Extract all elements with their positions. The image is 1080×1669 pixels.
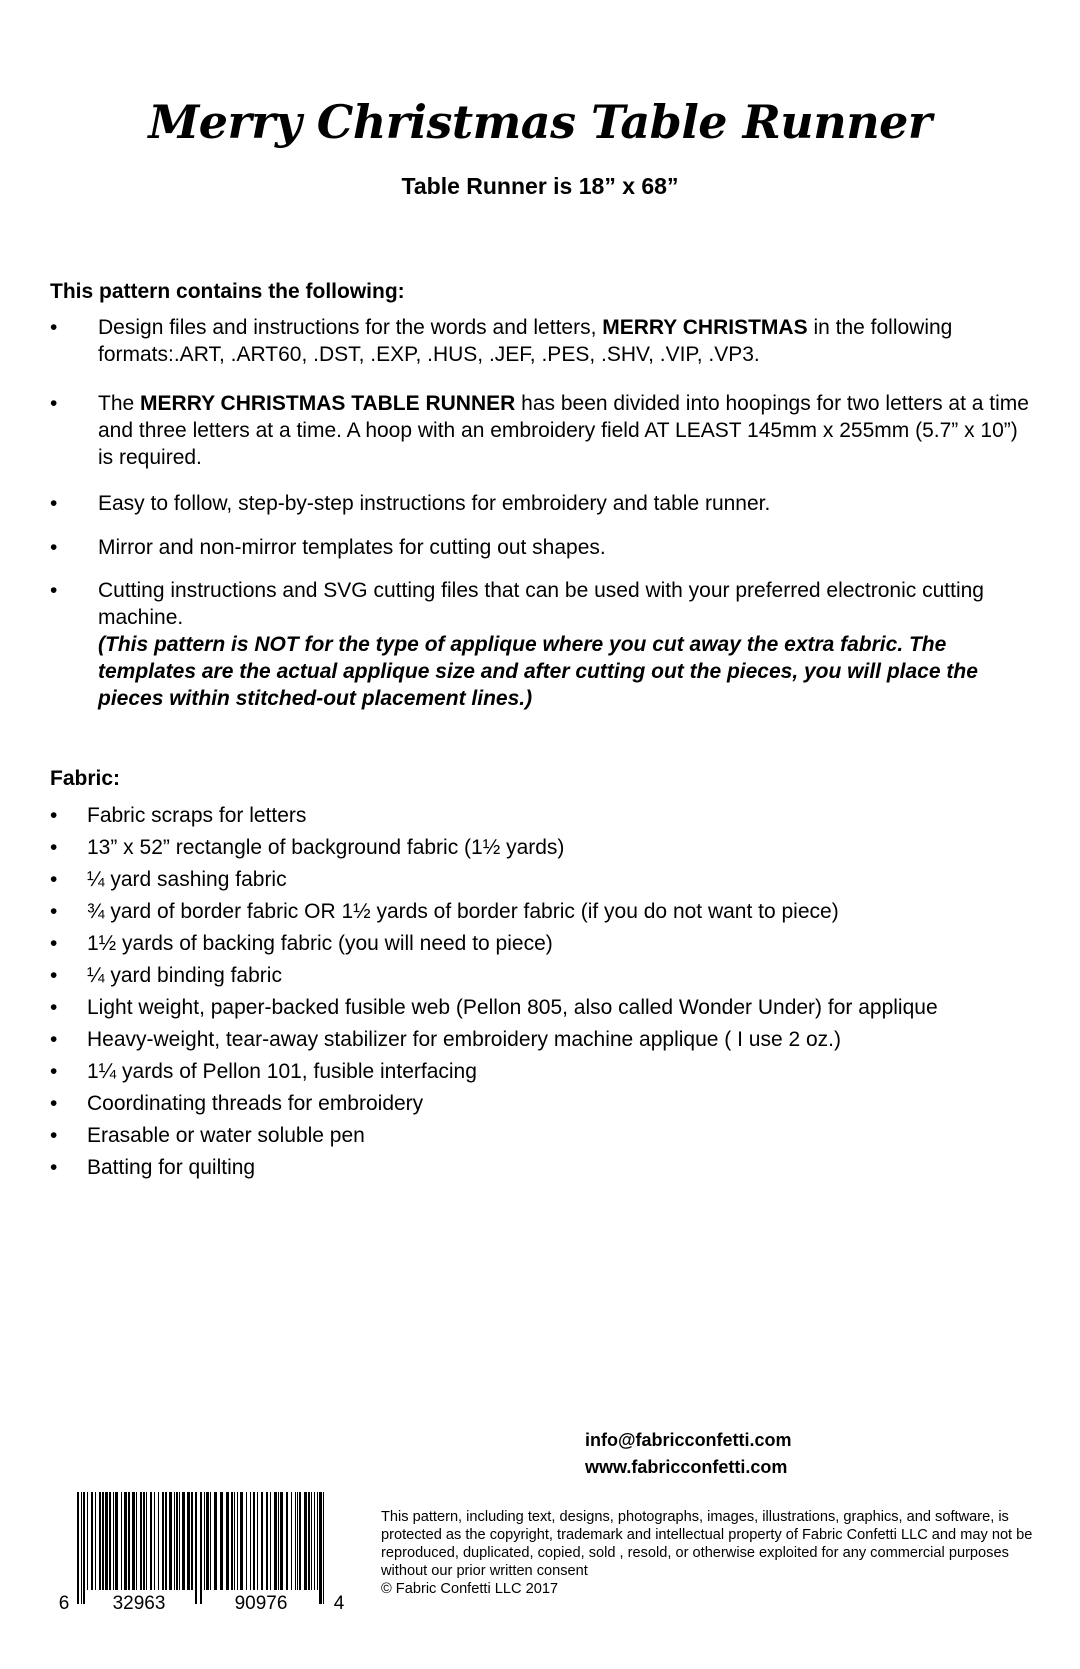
barcode-bar — [200, 1492, 202, 1604]
page-title: Merry Christmas Table Runner — [148, 95, 932, 149]
barcode-bar — [87, 1492, 88, 1590]
barcode-bar — [158, 1492, 159, 1590]
barcode-bar — [191, 1492, 193, 1590]
contact-website[interactable]: www.fabricconfetti.com — [585, 1457, 788, 1477]
barcode-bar — [280, 1492, 283, 1590]
barcode-bar — [109, 1492, 111, 1590]
bullet: • — [50, 492, 58, 515]
contents-item-hoopings: • The MERRY CHRISTMAS TABLE RUNNER has been divided into hoopings for two letters at a time and three letters at a time. A hoop with an embroidery field AT LEAST 145mm x 255mm (5.7” x 10”) is required. — [50, 392, 1029, 469]
barcode-bar — [195, 1492, 197, 1604]
barcode-bar — [214, 1492, 217, 1590]
barcode-bar — [150, 1492, 152, 1590]
barcode-bar — [113, 1492, 114, 1590]
fabric-item: • Heavy-weight, tear-away stabilizer for embroidery machine applique ( I use 2 oz.) — [50, 1028, 842, 1051]
barcode-bar — [146, 1492, 147, 1590]
barcode-digit-right: 4 — [333, 1593, 345, 1612]
barcode-bar — [295, 1492, 296, 1590]
barcode-bar — [240, 1492, 243, 1590]
fabric-item: • 13” x 52” rectangle of background fabric (1½ yards) — [50, 836, 565, 859]
bullet: • — [50, 579, 58, 602]
legal-text: This pattern, including text, designs, photographs, images, illustrations, graphics, and software, is protected as the copyright, trademark and intellectual property of Fabric Confetti LLC and may not be reproduced, duplicated, copied, sold , resold, or otherwise exploited for any commercial purposes without our prior written consent — [381, 1509, 1033, 1579]
barcode-bar — [83, 1492, 85, 1604]
barcode-bar — [128, 1492, 130, 1590]
fabric-item: • 1½ yards of backing fabric (you will need to piece) — [50, 932, 553, 955]
barcode-bar — [143, 1492, 145, 1590]
barcode-bar — [286, 1492, 288, 1590]
barcode-bar — [154, 1492, 155, 1590]
fabric-item: • Coordinating threads for embroidery — [50, 1092, 424, 1115]
barcode-bar — [246, 1492, 247, 1590]
fabric-item: • ¾ yard of border fabric OR 1½ yards of border fabric (if you do not want to piece) — [50, 900, 839, 923]
barcode-bar — [261, 1492, 263, 1590]
copyright-text: © Fabric Confetti LLC 2017 — [381, 1581, 559, 1597]
fabric-heading: Fabric: — [50, 767, 121, 790]
fabric-list — [50, 800, 1050, 1184]
barcode-bar — [319, 1492, 322, 1604]
barcode-bar — [121, 1492, 122, 1590]
barcode-bar — [174, 1492, 175, 1590]
barcode-bar — [99, 1492, 101, 1590]
barcode-bar — [234, 1492, 235, 1590]
barcode-bar — [187, 1492, 190, 1590]
barcode-bar — [226, 1492, 229, 1590]
barcode-bar — [266, 1492, 268, 1590]
contents-item-instructions: • Easy to follow, step-by-step instructions for embroidery and table runner. — [50, 492, 771, 515]
barcode-bar — [304, 1492, 307, 1590]
barcode-bar — [182, 1492, 185, 1590]
legal-notice — [381, 1508, 1041, 1598]
barcode-bar — [257, 1492, 258, 1590]
barcode-digits-group2: 90976 — [234, 1593, 288, 1612]
barcode-image — [57, 1492, 347, 1612]
barcode-bar — [91, 1492, 93, 1590]
contents-item-templates: • Mirror and non-mirror templates for cutting out shapes. — [50, 536, 606, 559]
barcode-bar — [81, 1492, 82, 1604]
barcode-bar — [291, 1492, 292, 1590]
barcode-bar — [162, 1492, 164, 1590]
barcode-bar — [237, 1492, 238, 1590]
barcode-bar — [132, 1492, 135, 1590]
barcode-bar — [105, 1492, 108, 1590]
fabric-item: • Fabric scraps for letters — [50, 804, 307, 827]
contact-email[interactable]: info@fabricconfetti.com — [585, 1430, 792, 1450]
barcode-bar — [95, 1492, 96, 1590]
barcode-bar — [311, 1492, 312, 1590]
barcode-bar — [176, 1492, 178, 1590]
barcode-bar — [297, 1492, 298, 1590]
bullet: • — [50, 316, 58, 339]
barcode-bar — [169, 1492, 172, 1590]
barcode-bar — [250, 1492, 251, 1590]
page-subtitle: Table Runner is 18” x 68” — [401, 173, 679, 199]
barcode-bar — [278, 1492, 279, 1590]
fabric-item: • Erasable or water soluble pen — [50, 1124, 365, 1147]
barcode-bar — [308, 1492, 310, 1590]
barcode-bar — [317, 1492, 318, 1590]
contents-item-design-files: • Design files and instructions for the words and letters, MERRY CHRISTMAS in the following formats:.ART, .ART60, .DST, .EXP, .HUS, .JEF, .PES, .SHV, .VIP, .VP3. — [50, 316, 953, 366]
barcode-bar — [206, 1492, 209, 1590]
barcode-bar — [323, 1492, 324, 1604]
fabric-item: • Light weight, paper-backed fusible web (Pellon 805, also called Wonder Under) for applique — [50, 996, 938, 1019]
barcode-bar — [210, 1492, 211, 1590]
barcode-bar — [204, 1492, 205, 1590]
barcode-bar — [102, 1492, 104, 1590]
barcode-bar — [231, 1492, 233, 1590]
fabric-item: • ¼ yard binding fabric — [50, 964, 282, 987]
fabric-item: • Batting for quilting — [50, 1156, 256, 1179]
barcode-bar — [136, 1492, 137, 1590]
barcode-bar — [77, 1492, 79, 1604]
contents-item-cutting: • Cutting instructions and SVG cutting files that can be used with your preferred electronic cutting machine. (This pattern is NOT for the type of applique where you cut away the extra fabric. The templates are the actual applique size and after cutting out the pieces, you will place the pieces within stitched-out placement lines.) — [50, 579, 984, 710]
barcode-bar — [253, 1492, 255, 1590]
barcode-bar — [299, 1492, 301, 1590]
bullet: • — [50, 536, 58, 559]
barcode-bar — [140, 1492, 142, 1590]
barcode-bar — [165, 1492, 167, 1590]
barcode-digit-left: 6 — [58, 1593, 70, 1612]
bullet: • — [50, 392, 58, 415]
barcode-bar — [314, 1492, 315, 1590]
fabric-item: • ¼ yard sashing fabric — [50, 868, 287, 891]
fabric-item: • 1¼ yards of Pellon 101, fusible interfacing — [50, 1060, 477, 1083]
applique-note: (This pattern is NOT for the type of applique where you cut away the extra fabric. The templates are the actual applique size and after cutting out the pieces, you will place the pieces within stitched-out placement lines.) — [98, 633, 978, 710]
upc-barcode — [57, 1492, 347, 1612]
barcode-bar — [270, 1492, 271, 1590]
contents-heading: This pattern contains the following: — [50, 280, 405, 303]
barcode-bar — [179, 1492, 180, 1590]
barcode-bar — [220, 1492, 223, 1590]
barcode-bar — [115, 1492, 118, 1590]
barcode-digits-group1: 32963 — [112, 1593, 166, 1612]
barcode-bar — [124, 1492, 127, 1590]
barcode-bar — [274, 1492, 277, 1590]
